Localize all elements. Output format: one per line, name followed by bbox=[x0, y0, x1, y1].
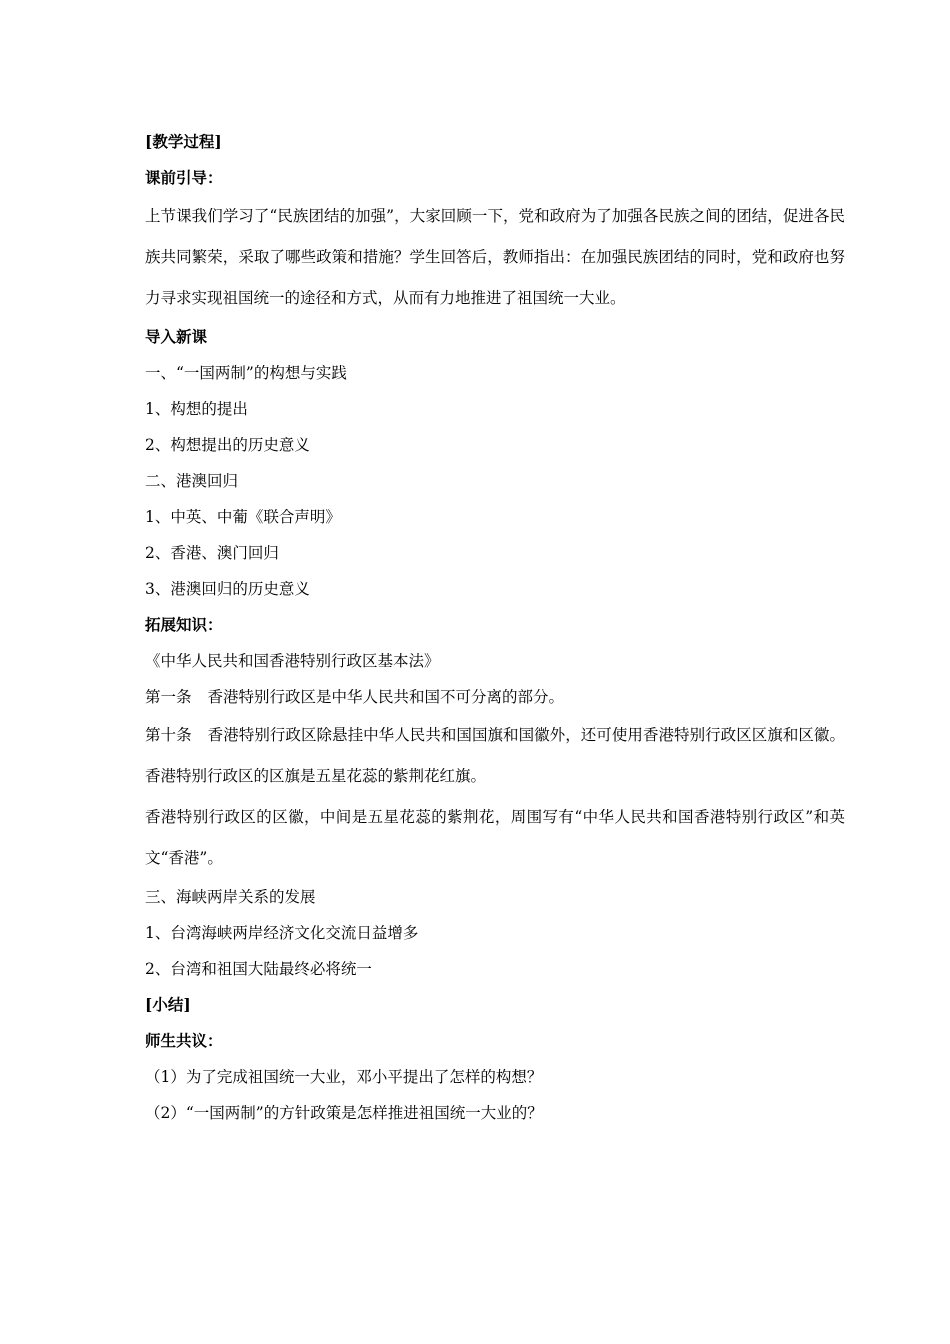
article-10-label: 第十条 bbox=[145, 726, 192, 744]
outline-item: 1、构想的提出 bbox=[145, 400, 248, 418]
outline-item: 1、台湾海峡两岸经济文化交流日益增多 bbox=[145, 924, 419, 942]
outline-item: 2、台湾和祖国大陆最终必将统一 bbox=[145, 960, 372, 978]
outline-item: 二、港澳回归 bbox=[145, 472, 239, 490]
outline-item: 2、构想提出的历史意义 bbox=[145, 436, 310, 454]
summary-heading: [小结] bbox=[145, 995, 191, 1014]
outline-item: 三、海峡两岸关系的发展 bbox=[145, 888, 316, 906]
outline-item: 2、香港、澳门回归 bbox=[145, 544, 279, 562]
document-body bbox=[145, 124, 845, 1131]
outline-item: 3、港澳回归的历史意义 bbox=[145, 580, 310, 598]
preview-paragraph: 上节课我们学习了“民族团结的加强”，大家回顾一下，党和政府为了加强各民族之间的团结，促进各民族共同繁荣，采取了哪些政策和措施？学生回答后，教师指出：在加强民族团结的同时，党和政府也努力寻求实现祖国统一的途径和方式，从而有力地推进了祖国统一大业。 bbox=[145, 207, 845, 307]
law-title: 《中华人民共和国香港特别行政区基本法》 bbox=[145, 652, 440, 670]
extension-heading: 拓展知识： bbox=[145, 615, 223, 634]
process-heading: [教学过程] bbox=[145, 132, 222, 151]
article-10 bbox=[145, 715, 845, 797]
question-item: （2）“一国两制”的方针政策是怎样推进祖国统一大业的？ bbox=[145, 1104, 543, 1122]
outline-item: 1、中英、中葡《联合声明》 bbox=[145, 508, 341, 526]
article-1-label: 第一条 bbox=[145, 688, 192, 706]
question-item: （1）为了完成祖国统一大业，邓小平提出了怎样的构想？ bbox=[145, 1068, 543, 1086]
article-1 bbox=[145, 679, 845, 715]
preview-heading: 课前引导： bbox=[145, 168, 223, 187]
article-10-text: 香港特别行政区除悬挂中华人民共和国国旗和国徽外，还可使用香港特别行政区区旗和区徽。香港特别行政区的区旗是五星花蕊的紫荆花红旗。 bbox=[145, 726, 845, 785]
outline-item: 一、“一国两制”的构想与实践 bbox=[145, 364, 347, 382]
consensus-heading: 师生共议： bbox=[145, 1031, 223, 1050]
emblem-paragraph: 香港特别行政区的区徽，中间是五星花蕊的紫荆花，周围写有“中华人民共和国香港特别行政区”和英文“香港”。 bbox=[145, 808, 845, 867]
article-1-text: 香港特别行政区是中华人民共和国不可分离的部分。 bbox=[207, 688, 565, 706]
new-lesson-heading: 导入新课 bbox=[145, 327, 208, 346]
